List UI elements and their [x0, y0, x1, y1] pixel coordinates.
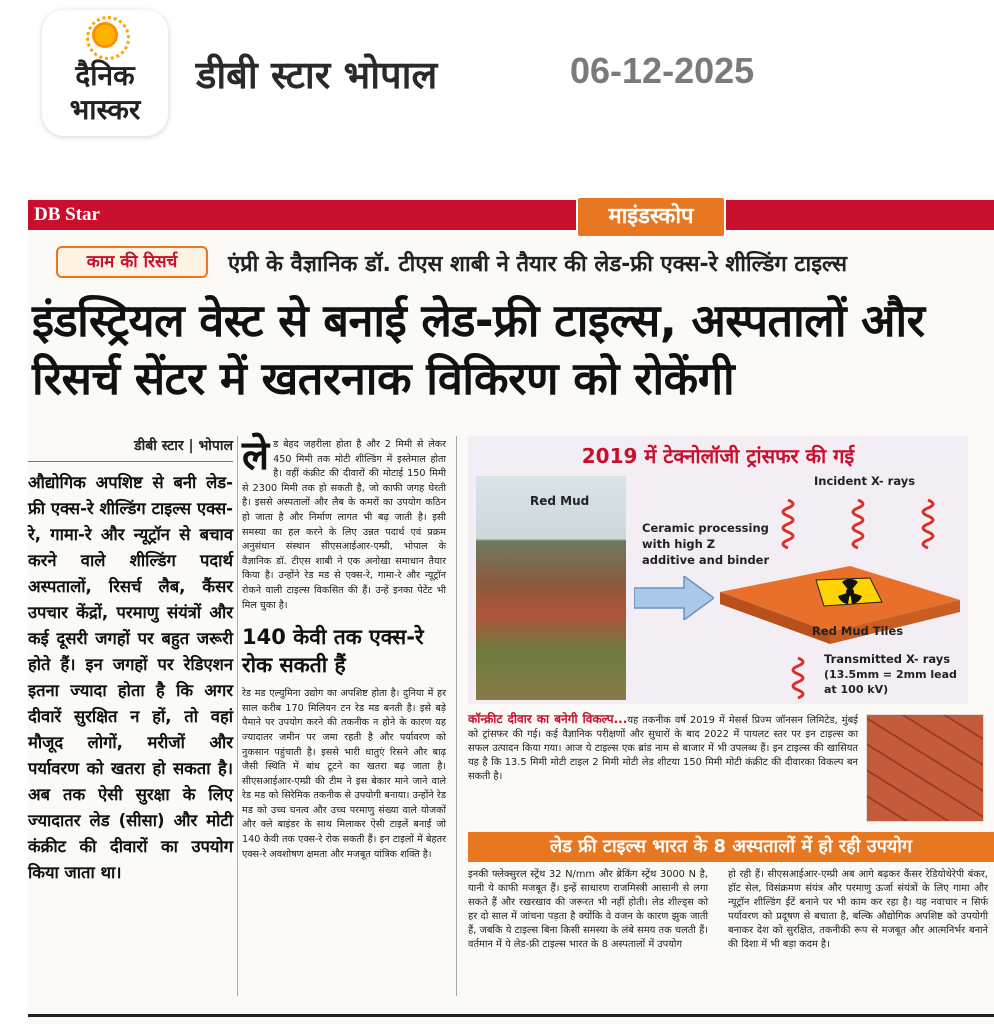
- infographic-title: 2019 में टेक्नोलॉजी ट्रांसफर की गई: [581, 444, 855, 468]
- newspaper-clipping: [28, 196, 994, 1024]
- incident-wave-icon: [768, 492, 958, 562]
- logo-text-line2: भास्कर: [69, 93, 141, 126]
- body-paragraph-1: [242, 433, 446, 613]
- usage-paragraph-2: हो रही हैं। सीएसआईआर-एम्प्री अब आगे बढ़कर कैंसर रेडियोथेरेपी बंकर, हॉट सेल, विसंक्रमण संयंत्र और परमाणु ऊर्जा संयंत्रों के लिए गामा और न्यूट्रॉन शील्डिंग ईंटें बनाने पर भी काम कर रहा है। यह नवाचार न सिर्फ पर्यावरण को प्रदूषण से बचाता है, बल्कि औद्योगिक अपशिष्ट को उपयोगी बनाकर देश को सुरक्षित, तकनीकी रूप से मजबूत और आत्मनिर्भर बनाने की दिशा में भी बड़ा कदम है।: [728, 869, 988, 950]
- lead-column: [28, 436, 233, 886]
- column-divider: [237, 436, 238, 996]
- logo-text-line1: दैनिक: [75, 59, 135, 92]
- concrete-paragraph: [468, 712, 858, 784]
- body-paragraph-1-text: ड बेहद जहरीला होता है और 2 मिमी से लेकर 450 मिमी तक मोटी शील्डिंग में इस्तेमाल होता है। वहीं कंक्रीट की दीवारों की मोटाई 150 मिमी से 2300 मिमी तक हो सकती है, जो काफी जगह घेरती है। इससे अस्पतालों और लैब के कमरों का उपयोग कठिन हो जाता है और निर्माण लागत भी बढ़ जाती है। इसी समस्या का हल करने के लिए उन्नत पदार्थ एवं प्रक्रम अनुसंधान संस्थान सीएसआईआर-एम्प्री, भोपाल के वैज्ञानिक डॉ. टीएस शाबी ने एक अनोखा समाधान तैयार किया है। उन्होंने रेड मड से एक्स-रे, गामा-रे और न्यूट्रॉन रोकने वाली टाइल्स विकसित की हैं। उन्हें इनका पेटेंट भी मिल चुका है।: [242, 439, 446, 611]
- source-title: डीबी स्टार भोपाल: [196, 53, 438, 97]
- incident-xray-label: Incident X- rays: [814, 474, 916, 488]
- share-header: [0, 0, 994, 150]
- tiles-label: Red Mud Tiles: [812, 624, 904, 638]
- masthead-brand: DB Star: [34, 204, 100, 225]
- usage-paragraph-1: इनकी फ्लेक्सुरल स्ट्रेंथ 32 N/mm और ब्रेकिंग स्ट्रेंथ 3000 N है, यानी ये काफी मजबूत हैं। इन्हें साधारण राजमिस्त्री आसानी से लगा सकते हैं और रखरखाव की जरूरत भी नहीं होती। लेड शील्ड्स को हर दो साल में जांचना पड़ता है क्योंकि वे वजन के कारण झुक जाती हैं, जबकि ये टाइल्स बिना किसी समस्या के लंबे समय तक चलती हैं। वर्तमान में ये लेड-फ्री टाइल्स भारत के 8 अस्पतालों में उपयोग: [468, 869, 708, 950]
- body-column: [242, 433, 446, 862]
- concrete-alternative-section: [468, 712, 858, 784]
- red-mud-tile-graphic: [720, 556, 960, 656]
- dainik-bhaskar-logo[interactable]: [42, 10, 168, 136]
- radiation-icon: [816, 578, 882, 606]
- masthead-bar: [28, 200, 994, 230]
- concrete-text: यह तकनीक वर्ष 2019 में मेसर्स प्रिज्म जॉनसन लिमिटेड, मुंबई को ट्रांसफर की गई। कई वैज्ञानिक परीक्षणों और सुधारों के बाद 2022 में पायलट स्तर पर इन टाइल्स का सफल उत्पादन किया गया। आज ये टाइल्स एक ब्रांड नाम से बाजार में भी उपलब्ध हैं। इन टाइल्स की खासियत यह है कि 13.5 मिमी मोटी टाइल 2 मिमी मोटी लेड शीटया 150 मिमी मोटी कंक्रीट की दीवारका विकल्प बन सकती है।: [468, 715, 858, 782]
- body-paragraph-2: रेड मड एल्युमिना उद्योग का अपशिष्ट होता है। दुनिया में हर साल करीब 170 मिलियन टन रेड मड बनती है। इसे बड़े पैमाने पर उपयोग करने की तकनीक न होने के कारण यह ज्यादातर जमीन पर जमा रहती है और पर्यावरण को नुकसान पहुंचाती है। इससे भारी धातुएं रिसने और बाढ़ जैसी स्थिति में बांध टूटने का खतरा बढ़ जाता है। सीएसआईआर-एम्प्री की टीम ने इस बेकार माने जाने वाले रेड मड को सिरेमिक तकनीक से उपयोगी बनाया। उन्होंने रेड मड को उच्च घनत्व और उच्च परमाणु संख्या वाले योजकों और क्ले बाइंडर के साथ मिलाकर ऐसी टाइलें बनाईं जो 140 केवी तक एक्स-रे रोक सकती हैं। इन टाइलों में बेहतर एक्स-रे अवशोषण क्षमता और मजबूत यांत्रिक शक्ति है।: [242, 688, 446, 860]
- kicker-badge: काम की रिसर्च: [56, 246, 208, 278]
- kicker-line: एंप्री के वैज्ञानिक डॉ. टीएस शाबी ने तैयार की लेड-फ्री एक्स-रे शील्डिंग टाइल्स: [228, 252, 848, 277]
- section-tab: माइंडस्कोप: [576, 196, 726, 238]
- lead-paragraph: औद्योगिक अपशिष्ट से बनी लेड-फ्री एक्स-रे शील्डिंग टाइल्स एक्स-रे, गामा-रे और न्यूट्रॉन से बचाव करने वाले शील्डिंग पदार्थ अस्पतालों, रिसर्च लैब, कैंसर उपचार केंद्रों, परमाणु संयंत्रों और कई दूसरी जगहों पर बहुत जरूरी होते हैं। इन जगहों पर रेडिएशन इतना ज्यादा होता है कि अगर दीवारें सुरक्षित न हों, तो वहां मौजूद लोगों, मरीजों और पर्यावरण को खतरा हो सकता है। अब तक ऐसी सुरक्षा के लिए ज्यादातर लेड (सीसा) और मोटी कंक्रीट की दीवारों का उपयोग किया जाता था।: [28, 473, 233, 882]
- concrete-lead: कॉन्क्रीट दीवार का बनेगी विकल्प...: [468, 712, 628, 726]
- column-divider: [456, 436, 457, 996]
- infographic: [468, 436, 968, 704]
- usage-column-1: [468, 868, 708, 952]
- transmitted-xray-label: Transmitted X- rays: [824, 652, 951, 666]
- byline: डीबी स्टार | भोपाल: [28, 436, 233, 462]
- subheading: 140 केवी तक एक्स-रे रोक सकती हैं: [242, 625, 424, 678]
- transmitted-wave-icon: [768, 656, 822, 704]
- tiles-photo: [866, 714, 984, 822]
- transmitted-xray-detail: (13.5mm = 2mm lead at 100 kV): [824, 668, 957, 696]
- red-mud-photo: [476, 476, 626, 700]
- red-mud-label: Red Mud: [530, 494, 590, 508]
- usage-section-title: लेड फ्री टाइल्स भारत के 8 अस्पतालों में हो रही उपयोग: [468, 832, 994, 862]
- usage-column-2: [728, 868, 988, 952]
- arrow-right-icon: [634, 576, 714, 620]
- sun-icon: [92, 22, 118, 48]
- dropcap: ले: [242, 433, 270, 479]
- publish-date: 06-12-2025: [570, 50, 755, 91]
- process-label: Ceramic processing with high Z additive and binder: [642, 521, 770, 567]
- headline: इंडस्ट्रियल वेस्ट से बनाई लेड-फ्री टाइल्स, अस्पतालों और रिसर्च सेंटर में खतरनाक विकिरण को रोकेंगी: [32, 294, 925, 405]
- page-bottom-rule: [28, 1014, 994, 1017]
